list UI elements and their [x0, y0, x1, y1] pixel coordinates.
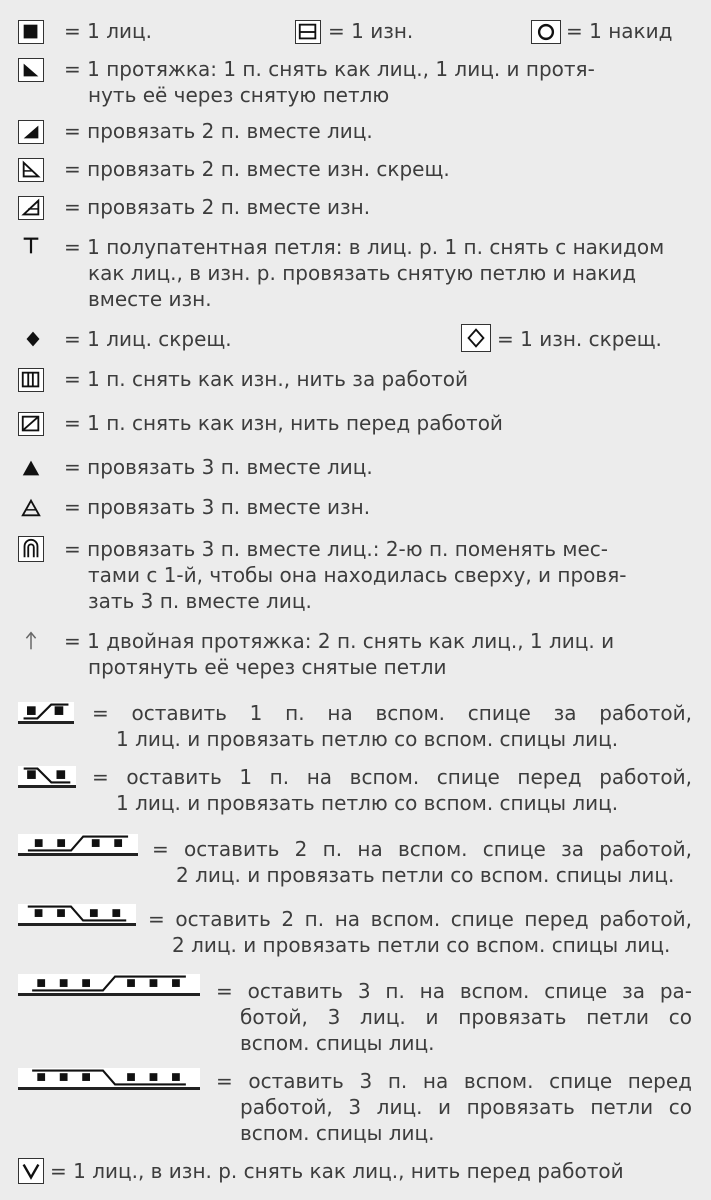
double-skpo-arrow-icon [18, 628, 44, 654]
cable-3-front-desc: = оставить 3 п. на вспом. спице перед работой, 3 лиц. и провязать петли со вспом. спицы лиц. [216, 1069, 692, 1145]
p3tog-label: = провязать 3 п. вместе изн. [64, 495, 371, 519]
double-skpo-desc: = 1 двойная протяжка: 2 п. снять как лиц., 1 лиц. и протянуть её через снятые петли [64, 629, 615, 679]
p2tog-tbl-symbol-icon [18, 158, 44, 182]
cable-3-front-icon [18, 1068, 200, 1090]
k3tog-symbol-icon [18, 456, 44, 480]
p2tog-label: = провязать 2 п. вместе изн. [64, 195, 371, 219]
p2tog-tbl-label: = провязать 2 п. вместе изн. скрещ. [64, 157, 450, 181]
p-tbl-symbol-icon [461, 324, 491, 352]
slip-wyib-label: = 1 п. снять как изн., нить за работой [64, 367, 468, 391]
slip-wyif-label: = 1 п. снять как изн, нить перед работой [64, 411, 503, 435]
cable-1-front-desc: = оставить 1 п. на вспом. спице перед работой, 1 лиц. и провязать петлю со вспом. спицы лиц. [92, 765, 692, 815]
skpo-symbol-icon [18, 58, 44, 82]
purl-symbol-icon [295, 20, 321, 44]
k3tog-label: = провязать 3 п. вместе лиц. [64, 455, 373, 479]
cable-1-back-desc: = оставить 1 п. на вспом. спице за работой, 1 лиц. и провязать петлю со вспом. спицы лиц. [92, 701, 692, 751]
skpo-desc: = 1 протяжка: 1 п. снять как лиц., 1 лиц. и протя- нуть её через снятую петлю [64, 57, 595, 107]
slip-v-symbol-icon [18, 1158, 44, 1184]
p3tog-symbol-icon [18, 496, 44, 520]
slip-v-label: = 1 лиц., в изн. р. снять как лиц., нить перед работой [50, 1159, 624, 1183]
yarnover-symbol-icon [531, 20, 561, 44]
slip-wyif-symbol-icon [18, 412, 44, 436]
cable-2-front-icon [18, 904, 136, 926]
k3tog-swap-desc: = провязать 3 п. вместе лиц.: 2-ю п. поменять мес- тами с 1-й, чтобы она находилась сверху, и провя- зать 3 п. вместе лиц. [64, 537, 627, 613]
cable-1-back-icon [18, 702, 74, 724]
cable-2-back-icon [18, 834, 138, 856]
k-tbl-symbol-icon [18, 326, 48, 352]
cable-2-front-desc: = оставить 2 п. на вспом. спице перед работой, 2 лиц. и провязать петли со вспом. спицы лиц. [148, 907, 692, 957]
cable-3-back-desc: = оставить 3 п. на вспом. спице за ра- ботой, 3 лиц. и провязать петли со вспом. спицы лиц. [216, 979, 692, 1055]
knit-label: = 1 лиц. [64, 19, 152, 43]
half-fisherman-symbol-icon [18, 234, 44, 258]
k2tog-label: = провязать 2 п. вместе лиц. [64, 119, 373, 143]
p-tbl-label: = 1 изн. скрещ. [497, 327, 662, 351]
k-tbl-label: = 1 лиц. скрещ. [64, 327, 232, 351]
cable-3-back-icon [18, 974, 200, 996]
slip-wyib-symbol-icon [18, 368, 44, 392]
cable-2-back-desc: = оставить 2 п. на вспом. спице за работой, 2 лиц. и провязать петли со вспом. спицы лиц. [152, 837, 692, 887]
k2tog-symbol-icon [18, 120, 44, 144]
k3tog-swap-symbol-icon [18, 536, 44, 562]
yarnover-label: = 1 накид [566, 19, 673, 43]
cable-1-front-icon [18, 766, 76, 788]
p2tog-symbol-icon [18, 196, 44, 220]
knit-symbol-icon [18, 20, 44, 44]
half-fisherman-desc: = 1 полупатентная петля: в лиц. р. 1 п. снять с накидом как лиц., в изн. р. провязать снятую петлю и накид вместе изн. [64, 235, 665, 311]
purl-label: = 1 изн. [328, 19, 414, 43]
